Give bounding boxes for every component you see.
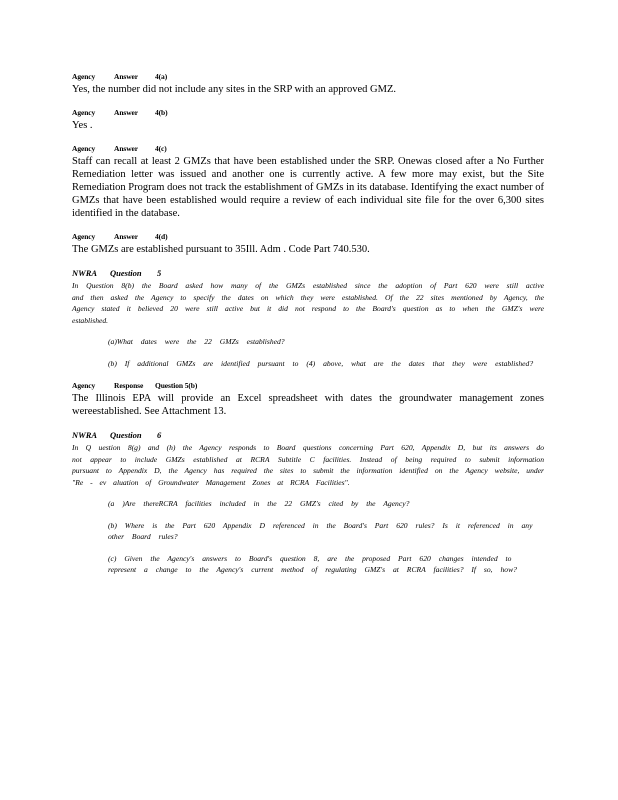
nwra-question-6 [72,430,544,576]
document-page [72,72,544,588]
heading-type: Answer [114,144,138,153]
heading-type: Answer [114,232,138,241]
heading-number: 4(c) [155,144,167,153]
heading-number: Question 5(b) [155,381,198,390]
heading-number: 4(a) [155,72,168,81]
heading-number: 5 [157,268,162,278]
sub-question: (a)What dates were the 22 GMZs established? [108,337,285,346]
answer-text: Yes . [72,120,93,131]
question-text: In Q uestion 8(g) and (h) the Agency responds to Board questions concerning Part 620, Appendix D, but its answers do not appear to include GMZs established at RCRA Subtitle C facilities. Instead of being required to submit information pursuant to Appendix D, the Agency has required the sites to submit the information identified on the Agency website, under "Re - ev aluation of Groundwater Management Zones at RCRA Facilities". [72,443,544,487]
heading-party: Agency [72,144,96,153]
response-heading [72,381,544,391]
answer-text: Yes, the number did not include any sites in the SRP with an approved GMZ. [72,84,397,95]
heading-type: Answer [114,72,138,81]
heading-type: Response [114,381,144,390]
heading-type: Answer [114,108,138,117]
sub-question: (b) Where is the Part 620 Appendix D referenced in the Board's Part 620 rules? Is it referenced in any other Board rules? [108,520,533,541]
response-text: The Illinois EPA will provide an Excel spreadsheet with dates the groundwater management zones wereestablished. See Attachment 13. [72,393,544,417]
question-heading [72,268,544,279]
heading-party: NWRA [72,430,98,440]
heading-number: 6 [157,430,162,440]
answer-heading [72,144,544,154]
agency-answer-4c [72,144,544,220]
answer-heading [72,108,544,118]
heading-number: 4(d) [155,232,168,241]
question-heading [72,430,544,441]
heading-party: Agency [72,232,96,241]
sub-question: (c) Given the Agency's answers to Board's question 8, are the proposed Part 620 changes intended to represent a change to the Agency's current method of regulating GMZ's at RCRA facilities? If so, how? [108,553,517,574]
heading-type: Question [110,430,142,440]
answer-text: Staff can recall at least 2 GMZs that have been established under the SRP. Onewas closed after a No Further Remediation letter was issued and another one is currently active. A few more may exist, but the Site Remediation Program does not track the establishment of GMZs in its database. Identifying the exact number of GMZs that have been established would require a review of each individual site file for the over 6,300 sites identified in the database. [72,156,544,219]
agency-response-5b [72,381,544,418]
nwra-question-5 [72,268,544,369]
heading-party: NWRA [72,268,98,278]
heading-number: 4(b) [155,108,168,117]
heading-type: Question [110,268,142,278]
answer-text: The GMZs are established pursuant to 35Ill. Adm . Code Part 740.530. [72,244,370,255]
sub-question: (b) If additional GMZs are identified pursuant to (4) above, what are the dates that they were established? [108,358,534,368]
heading-party: Agency [72,381,96,390]
agency-answer-4d [72,232,544,256]
question-text: In Question 8(b) the Board asked how many of the GMZs established since the adoption of Part 620 were still active and then asked the Agency to specify the dates on which they were established. Of the 22 sites mentioned by Agency, the Agency stated it believed 20 were still active but it did not respond to the Board's question as to when the GMZ's were established. [72,281,544,325]
heading-party: Agency [72,72,96,81]
answer-heading [72,72,544,82]
heading-party: Agency [72,108,96,117]
agency-answer-4a [72,72,544,96]
sub-question: (a )Are thereRCRA facilities included in the 22 GMZ's cited by the Agency? [108,499,410,508]
answer-heading [72,232,544,242]
agency-answer-4b [72,108,544,132]
